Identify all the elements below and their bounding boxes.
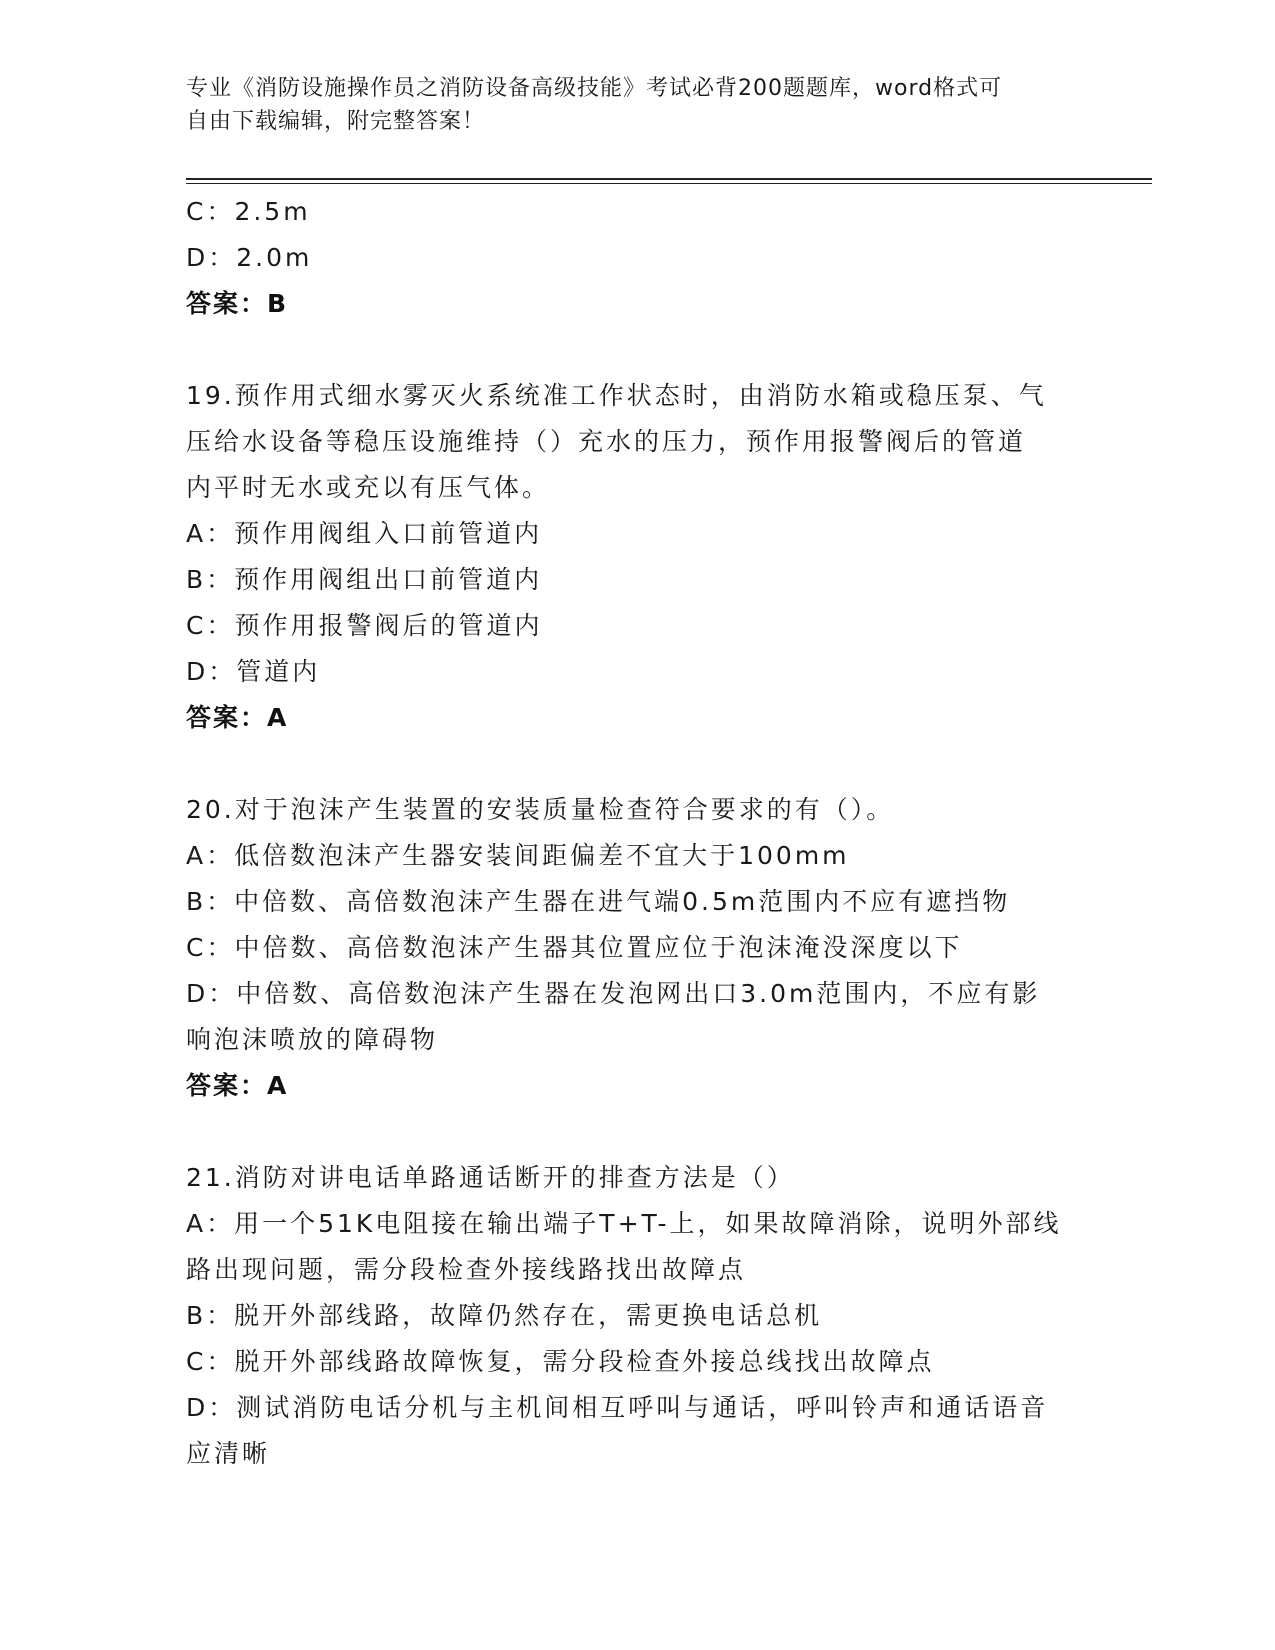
document-header (186, 72, 1066, 138)
header-divider-thick (186, 178, 1152, 180)
header-line-1: 专业《消防设施操作员之消防设备高级技能》考试必背200题题库，word格式可 (186, 76, 1003, 101)
option-d-continued: 响泡沫喷放的障碍物 (186, 1025, 439, 1054)
spacer (186, 741, 1086, 787)
answer-line: 答案：A (186, 1071, 289, 1100)
option-a-continued: 路出现问题，需分段检查外接线路找出故障点 (186, 1255, 747, 1284)
option-d: D：中倍数、高倍数泡沫产生器在发泡网出口3.0m范围内，不应有影 (186, 979, 1041, 1008)
question-stem-line: 19.预作用式细水雾灭火系统准工作状态时，由消防水箱或稳压泵、气 (186, 381, 1047, 410)
question-19 (186, 373, 1086, 741)
option-b: B：脱开外部线路，故障仍然存在，需更换电话总机 (186, 1301, 823, 1330)
answer-line: 答案：B (186, 289, 289, 318)
question-stem-line: 21.消防对讲电话单路通话断开的排查方法是（） (186, 1163, 795, 1192)
question-stem-line: 20.对于泡沫产生装置的安装质量检查符合要求的有（）。 (186, 795, 895, 824)
prev-question-tail (186, 189, 1086, 327)
question-stem-line: 内平时无水或充以有压气体。 (186, 473, 551, 502)
option-c: C：预作用报警阀后的管道内 (186, 611, 543, 640)
option-c: C：脱开外部线路故障恢复，需分段检查外接总线找出故障点 (186, 1347, 935, 1376)
document-body (186, 189, 1086, 1477)
header-divider-thin (186, 183, 1152, 184)
question-stem-line: 压给水设备等稳压设施维持（）充水的压力，预作用报警阀后的管道 (186, 427, 1027, 456)
option-d: D：管道内 (186, 657, 321, 686)
question-20 (186, 787, 1086, 1109)
option-d-continued: 应清晰 (186, 1439, 271, 1468)
option-a: A：用一个51K电阻接在输出端子T+T-上，如果故障消除，说明外部线 (186, 1209, 1062, 1238)
spacer (186, 327, 1086, 373)
option-c: C：2.5m (186, 197, 311, 226)
option-d: D：2.0m (186, 243, 313, 272)
option-d: D：测试消防电话分机与主机间相互呼叫与通话，呼叫铃声和通话语音 (186, 1393, 1049, 1422)
answer-line: 答案：A (186, 703, 289, 732)
option-b: B：中倍数、高倍数泡沫产生器在进气端0.5m范围内不应有遮挡物 (186, 887, 1011, 916)
spacer (186, 1109, 1086, 1155)
option-a: A：预作用阀组入口前管道内 (186, 519, 543, 548)
option-b: B：预作用阀组出口前管道内 (186, 565, 543, 594)
question-21 (186, 1155, 1086, 1477)
option-a: A：低倍数泡沫产生器安装间距偏差不宜大于100mm (186, 841, 850, 870)
header-line-2: 自由下载编辑，附完整答案！ (186, 109, 486, 134)
option-c: C：中倍数、高倍数泡沫产生器其位置应位于泡沫淹没深度以下 (186, 933, 963, 962)
